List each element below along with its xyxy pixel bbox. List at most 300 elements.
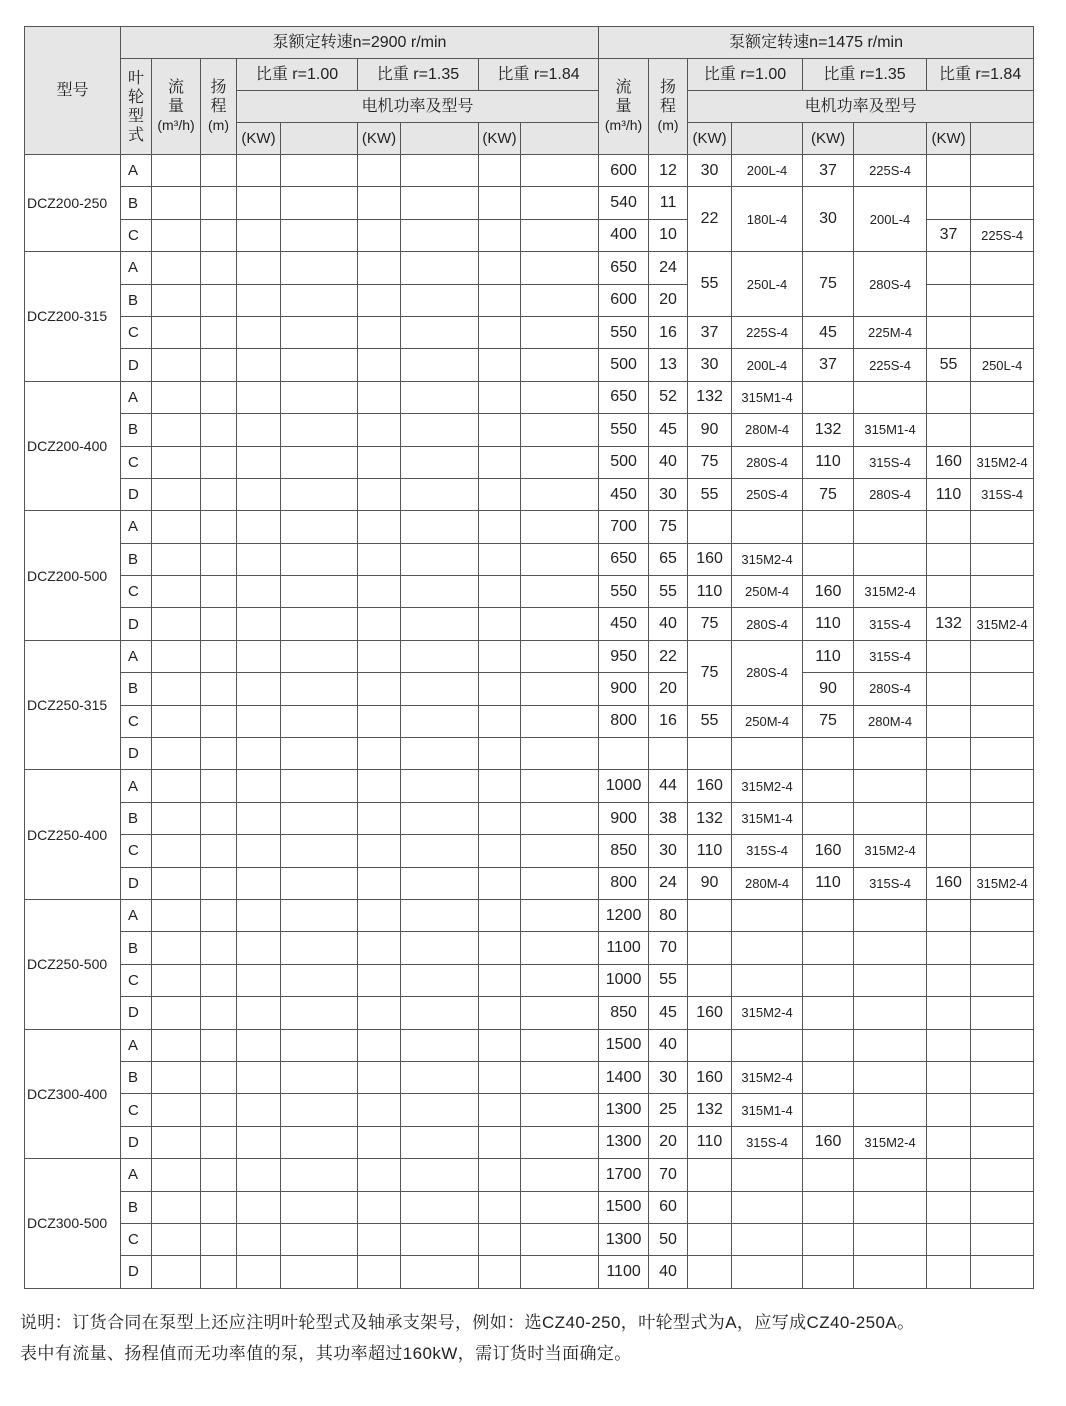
flow-2900-cell bbox=[152, 1126, 201, 1158]
motor-2900-sg3-cell bbox=[521, 705, 599, 737]
kw-2900-sg3-cell bbox=[479, 932, 521, 964]
motor-2900-sg3-cell bbox=[521, 446, 599, 478]
kw-1475-sg3-cell bbox=[927, 1191, 971, 1223]
head-unit: (m) bbox=[657, 117, 679, 133]
table-row bbox=[25, 1223, 1034, 1255]
kw-1475-sg2-cell bbox=[803, 1191, 854, 1223]
head-1475-cell: 20 bbox=[649, 1126, 688, 1158]
impeller-letter-cell: D bbox=[121, 738, 152, 770]
kw-1475-sg1-cell bbox=[688, 1159, 732, 1191]
motor-1475-sg3-cell: 225S-4 bbox=[971, 219, 1034, 251]
kw-1475-sg3-cell bbox=[927, 964, 971, 996]
flow-1475-cell: 1300 bbox=[599, 1094, 649, 1126]
motor-2900-sg2-cell bbox=[401, 608, 479, 640]
motor-1475-sg1-cell: 280M-4 bbox=[732, 867, 803, 899]
motor-2900-sg2-cell bbox=[401, 1223, 479, 1255]
motor-2900-sg2-cell bbox=[401, 1126, 479, 1158]
head-1475-cell: 12 bbox=[649, 155, 688, 187]
kw-1475-sg1-cell bbox=[688, 932, 732, 964]
head-1475-cell: 65 bbox=[649, 543, 688, 575]
flow-1475-cell: 600 bbox=[599, 284, 649, 316]
motor-2900-sg1-cell bbox=[281, 964, 358, 996]
table-row bbox=[25, 414, 1034, 446]
motor-1475-sg3-cell bbox=[971, 705, 1034, 737]
table-row bbox=[25, 478, 1034, 510]
impeller-letter-cell: D bbox=[121, 997, 152, 1029]
flow-1475-cell: 650 bbox=[599, 252, 649, 284]
head-1475-cell: 40 bbox=[649, 1029, 688, 1061]
motor-1475-sg2-cell: 315M2-4 bbox=[854, 1126, 927, 1158]
motor-1475-sg1-cell: 200L-4 bbox=[732, 155, 803, 187]
kw-1475-sg1-cell: 30 bbox=[688, 155, 732, 187]
flow-2900-cell bbox=[152, 1256, 201, 1288]
motor-1475-sg2-cell bbox=[854, 1191, 927, 1223]
motor-2900-sg1-cell bbox=[281, 381, 358, 413]
motor-1475-sg1-cell bbox=[732, 964, 803, 996]
head-1475-cell: 75 bbox=[649, 511, 688, 543]
flow-2900-cell bbox=[152, 187, 201, 219]
impeller-letter-cell: D bbox=[121, 867, 152, 899]
motor-2900-sg2-cell bbox=[401, 802, 479, 834]
motor-2900-sg2-cell bbox=[401, 284, 479, 316]
flow-2900-cell bbox=[152, 899, 201, 931]
table-row bbox=[25, 1029, 1034, 1061]
kw-2900-sg2-cell bbox=[358, 997, 401, 1029]
table-row bbox=[25, 187, 1034, 219]
motor-1475-sg1-cell: 250M-4 bbox=[732, 705, 803, 737]
motor-2900-sg2-cell bbox=[401, 705, 479, 737]
kw-1475-sg3-cell bbox=[927, 1061, 971, 1093]
motor-1475-sg2-cell bbox=[854, 738, 927, 770]
impeller-letter-cell: A bbox=[121, 511, 152, 543]
head-1475-cell: 16 bbox=[649, 705, 688, 737]
motor-1475-sg1-cell bbox=[732, 899, 803, 931]
flow-2900-cell bbox=[152, 284, 201, 316]
kw-1475-sg3-cell: 37 bbox=[927, 219, 971, 251]
head-1475-cell: 45 bbox=[649, 997, 688, 1029]
kw-1475-sg2-cell: 90 bbox=[803, 673, 854, 705]
kw-1475-sg3-cell bbox=[927, 899, 971, 931]
motor-1475-sg2-cell: 280S-4 bbox=[854, 478, 927, 510]
kw-2900-sg1-cell bbox=[237, 1159, 281, 1191]
flow-1475-cell: 850 bbox=[599, 835, 649, 867]
motor-1475-sg1-cell: 280S-4 bbox=[732, 446, 803, 478]
kw-2900-sg2-cell bbox=[358, 964, 401, 996]
flow-2900-cell bbox=[152, 867, 201, 899]
head-2900-cell bbox=[201, 899, 237, 931]
head-2900-cell bbox=[201, 478, 237, 510]
kw-1475-sg2-cell bbox=[803, 1223, 854, 1255]
head-1475-cell: 20 bbox=[649, 284, 688, 316]
motor-1475-sg1-cell bbox=[732, 511, 803, 543]
flow-1475-cell: 900 bbox=[599, 802, 649, 834]
flow-1475-cell bbox=[599, 738, 649, 770]
kw-1475-sg2-cell bbox=[803, 738, 854, 770]
flow-1475-cell: 650 bbox=[599, 543, 649, 575]
table-body bbox=[25, 155, 1034, 1289]
motor-2900-sg3-cell bbox=[521, 1256, 599, 1288]
kw-2900-sg3-cell bbox=[479, 381, 521, 413]
kw-2900-sg1-cell bbox=[237, 640, 281, 672]
header-head-2900 bbox=[201, 59, 237, 155]
table-row bbox=[25, 1094, 1034, 1126]
impeller-letter-cell: B bbox=[121, 673, 152, 705]
flow-1475-cell: 450 bbox=[599, 608, 649, 640]
header-kw: (KW) bbox=[927, 123, 971, 155]
motor-2900-sg1-cell bbox=[281, 155, 358, 187]
kw-2900-sg2-cell bbox=[358, 673, 401, 705]
kw-1475-sg3-cell bbox=[927, 1029, 971, 1061]
kw-1475-sg2-cell: 75 bbox=[803, 252, 854, 317]
kw-1475-sg1-cell: 30 bbox=[688, 349, 732, 381]
motor-1475-sg3-cell bbox=[971, 640, 1034, 672]
model-cell: DCZ300-400 bbox=[25, 1029, 121, 1159]
motor-1475-sg2-cell: 315S-4 bbox=[854, 867, 927, 899]
note-line: 表中有流量、扬程值而无功率值的泵，其功率超过160kW，需订货时当面确定。 bbox=[20, 1344, 632, 1363]
kw-1475-sg2-cell bbox=[803, 381, 854, 413]
kw-1475-sg1-cell bbox=[688, 1223, 732, 1255]
head-1475-cell: 44 bbox=[649, 770, 688, 802]
flow-1475-cell: 950 bbox=[599, 640, 649, 672]
kw-2900-sg1-cell bbox=[237, 770, 281, 802]
kw-1475-sg2-cell: 110 bbox=[803, 608, 854, 640]
motor-1475-sg3-cell bbox=[971, 252, 1034, 284]
kw-2900-sg2-cell bbox=[358, 576, 401, 608]
motor-1475-sg1-cell: 315M2-4 bbox=[732, 997, 803, 1029]
head-1475-cell: 10 bbox=[649, 219, 688, 251]
header-kw: (KW) bbox=[237, 123, 281, 155]
head-1475-cell: 70 bbox=[649, 932, 688, 964]
kw-2900-sg3-cell bbox=[479, 867, 521, 899]
flow-2900-cell bbox=[152, 543, 201, 575]
kw-2900-sg1-cell bbox=[237, 414, 281, 446]
head-2900-cell bbox=[201, 1191, 237, 1223]
motor-2900-sg3-cell bbox=[521, 576, 599, 608]
kw-1475-sg3-cell bbox=[927, 705, 971, 737]
header-motor-type bbox=[732, 123, 803, 155]
kw-1475-sg1-cell: 75 bbox=[688, 640, 732, 705]
motor-1475-sg1-cell: 315M1-4 bbox=[732, 802, 803, 834]
motor-2900-sg1-cell bbox=[281, 219, 358, 251]
impeller-letter-cell: A bbox=[121, 381, 152, 413]
pump-spec-table bbox=[24, 26, 1034, 1289]
motor-2900-sg3-cell bbox=[521, 543, 599, 575]
table-row bbox=[25, 835, 1034, 867]
motor-1475-sg2-cell bbox=[854, 802, 927, 834]
kw-2900-sg2-cell bbox=[358, 802, 401, 834]
motor-1475-sg3-cell bbox=[971, 964, 1034, 996]
motor-1475-sg1-cell: 250S-4 bbox=[732, 478, 803, 510]
head-2900-cell bbox=[201, 1061, 237, 1093]
motor-1475-sg1-cell: 280S-4 bbox=[732, 640, 803, 705]
impeller-letter-cell: A bbox=[121, 1159, 152, 1191]
motor-2900-sg3-cell bbox=[521, 835, 599, 867]
table-row bbox=[25, 705, 1034, 737]
motor-2900-sg2-cell bbox=[401, 1256, 479, 1288]
motor-2900-sg2-cell bbox=[401, 187, 479, 219]
impeller-letter-cell: B bbox=[121, 932, 152, 964]
table-row bbox=[25, 1126, 1034, 1158]
flow-2900-cell bbox=[152, 381, 201, 413]
table-row bbox=[25, 252, 1034, 284]
flow-1475-cell: 1300 bbox=[599, 1223, 649, 1255]
impeller-letter-cell: C bbox=[121, 705, 152, 737]
motor-2900-sg3-cell bbox=[521, 867, 599, 899]
impeller-letter-cell: D bbox=[121, 608, 152, 640]
header-sg3-2900: 比重 r=1.84 bbox=[479, 59, 599, 91]
motor-1475-sg2-cell: 280S-4 bbox=[854, 252, 927, 317]
motor-2900-sg2-cell bbox=[401, 414, 479, 446]
flow-2900-cell bbox=[152, 155, 201, 187]
kw-1475-sg1-cell bbox=[688, 511, 732, 543]
head-2900-cell bbox=[201, 802, 237, 834]
kw-2900-sg1-cell bbox=[237, 1029, 281, 1061]
kw-1475-sg1-cell: 37 bbox=[688, 316, 732, 348]
kw-1475-sg3-cell bbox=[927, 673, 971, 705]
kw-1475-sg2-cell: 110 bbox=[803, 640, 854, 672]
model-cell: DCZ200-500 bbox=[25, 511, 121, 641]
kw-2900-sg3-cell bbox=[479, 1191, 521, 1223]
head-2900-cell bbox=[201, 187, 237, 219]
table-row bbox=[25, 770, 1034, 802]
kw-2900-sg1-cell bbox=[237, 187, 281, 219]
flow-2900-cell bbox=[152, 932, 201, 964]
head-1475-cell: 38 bbox=[649, 802, 688, 834]
header-motor-type bbox=[521, 123, 599, 155]
motor-1475-sg3-cell bbox=[971, 1159, 1034, 1191]
kw-2900-sg3-cell bbox=[479, 705, 521, 737]
head-2900-cell bbox=[201, 997, 237, 1029]
motor-2900-sg2-cell bbox=[401, 446, 479, 478]
flow-1475-cell: 500 bbox=[599, 446, 649, 478]
motor-2900-sg1-cell bbox=[281, 511, 358, 543]
head-1475-cell: 30 bbox=[649, 1061, 688, 1093]
header-motor-type bbox=[854, 123, 927, 155]
kw-1475-sg2-cell: 75 bbox=[803, 478, 854, 510]
motor-2900-sg3-cell bbox=[521, 964, 599, 996]
motor-2900-sg3-cell bbox=[521, 770, 599, 802]
kw-1475-sg3-cell: 110 bbox=[927, 478, 971, 510]
flow-2900-cell bbox=[152, 1191, 201, 1223]
header-sg1-1475: 比重 r=1.00 bbox=[688, 59, 803, 91]
motor-2900-sg2-cell bbox=[401, 543, 479, 575]
motor-2900-sg3-cell bbox=[521, 381, 599, 413]
motor-2900-sg3-cell bbox=[521, 738, 599, 770]
kw-1475-sg2-cell bbox=[803, 770, 854, 802]
head-2900-cell bbox=[201, 511, 237, 543]
header-sg1-2900: 比重 r=1.00 bbox=[237, 59, 358, 91]
motor-2900-sg2-cell bbox=[401, 835, 479, 867]
kw-1475-sg2-cell bbox=[803, 932, 854, 964]
head-2900-cell bbox=[201, 835, 237, 867]
table-row bbox=[25, 576, 1034, 608]
kw-1475-sg3-cell bbox=[927, 1159, 971, 1191]
impeller-letter-cell: C bbox=[121, 219, 152, 251]
motor-2900-sg1-cell bbox=[281, 899, 358, 931]
kw-1475-sg1-cell: 132 bbox=[688, 802, 732, 834]
flow-2900-cell bbox=[152, 252, 201, 284]
flow-1475-cell: 1000 bbox=[599, 770, 649, 802]
motor-2900-sg1-cell bbox=[281, 252, 358, 284]
motor-2900-sg1-cell bbox=[281, 187, 358, 219]
motor-2900-sg1-cell bbox=[281, 414, 358, 446]
motor-1475-sg3-cell bbox=[971, 511, 1034, 543]
impeller-letter-cell: A bbox=[121, 155, 152, 187]
kw-2900-sg3-cell bbox=[479, 964, 521, 996]
motor-2900-sg1-cell bbox=[281, 640, 358, 672]
flow-2900-cell bbox=[152, 997, 201, 1029]
head-2900-cell bbox=[201, 705, 237, 737]
kw-1475-sg3-cell bbox=[927, 738, 971, 770]
model-cell: DCZ250-400 bbox=[25, 770, 121, 900]
kw-2900-sg3-cell bbox=[479, 738, 521, 770]
kw-1475-sg1-cell: 110 bbox=[688, 576, 732, 608]
motor-1475-sg1-cell bbox=[732, 1223, 803, 1255]
model-cell: DCZ200-400 bbox=[25, 381, 121, 511]
motor-1475-sg2-cell bbox=[854, 543, 927, 575]
motor-1475-sg3-cell bbox=[971, 997, 1034, 1029]
motor-1475-sg3-cell bbox=[971, 1191, 1034, 1223]
motor-2900-sg3-cell bbox=[521, 478, 599, 510]
kw-2900-sg2-cell bbox=[358, 608, 401, 640]
notes bbox=[20, 1307, 1060, 1369]
motor-2900-sg3-cell bbox=[521, 316, 599, 348]
impeller-letter-cell: C bbox=[121, 576, 152, 608]
flow-1475-cell: 1700 bbox=[599, 1159, 649, 1191]
motor-2900-sg2-cell bbox=[401, 899, 479, 931]
motor-2900-sg1-cell bbox=[281, 316, 358, 348]
kw-2900-sg3-cell bbox=[479, 608, 521, 640]
motor-2900-sg1-cell bbox=[281, 1126, 358, 1158]
flow-1475-cell: 1500 bbox=[599, 1029, 649, 1061]
motor-1475-sg2-cell bbox=[854, 1223, 927, 1255]
motor-2900-sg1-cell bbox=[281, 478, 358, 510]
motor-2900-sg2-cell bbox=[401, 252, 479, 284]
kw-2900-sg2-cell bbox=[358, 1126, 401, 1158]
motor-1475-sg3-cell bbox=[971, 543, 1034, 575]
table-row bbox=[25, 608, 1034, 640]
impeller-letter-cell: C bbox=[121, 1094, 152, 1126]
motor-2900-sg2-cell bbox=[401, 867, 479, 899]
flow-2900-cell bbox=[152, 835, 201, 867]
motor-2900-sg2-cell bbox=[401, 1029, 479, 1061]
motor-1475-sg3-cell bbox=[971, 835, 1034, 867]
motor-2900-sg3-cell bbox=[521, 1223, 599, 1255]
motor-1475-sg3-cell bbox=[971, 1029, 1034, 1061]
kw-1475-sg2-cell bbox=[803, 1159, 854, 1191]
flow-2900-cell bbox=[152, 705, 201, 737]
kw-2900-sg1-cell bbox=[237, 1094, 281, 1126]
kw-1475-sg2-cell: 37 bbox=[803, 155, 854, 187]
kw-1475-sg3-cell bbox=[927, 1223, 971, 1255]
motor-1475-sg2-cell bbox=[854, 1061, 927, 1093]
kw-1475-sg3-cell bbox=[927, 284, 971, 316]
motor-1475-sg2-cell: 200L-4 bbox=[854, 187, 927, 252]
head-2900-cell bbox=[201, 738, 237, 770]
head-1475-cell: 70 bbox=[649, 1159, 688, 1191]
kw-2900-sg3-cell bbox=[479, 414, 521, 446]
motor-2900-sg3-cell bbox=[521, 802, 599, 834]
kw-2900-sg3-cell bbox=[479, 187, 521, 219]
motor-1475-sg1-cell: 315S-4 bbox=[732, 835, 803, 867]
head-2900-cell bbox=[201, 349, 237, 381]
impeller-letter-cell: C bbox=[121, 964, 152, 996]
impeller-letter-cell: A bbox=[121, 640, 152, 672]
impeller-letter-cell: B bbox=[121, 414, 152, 446]
head-2900-cell bbox=[201, 219, 237, 251]
kw-1475-sg2-cell bbox=[803, 1094, 854, 1126]
flow-1475-cell: 600 bbox=[599, 155, 649, 187]
kw-2900-sg1-cell bbox=[237, 1126, 281, 1158]
kw-2900-sg2-cell bbox=[358, 511, 401, 543]
kw-2900-sg2-cell bbox=[358, 770, 401, 802]
motor-1475-sg3-cell bbox=[971, 770, 1034, 802]
kw-1475-sg1-cell: 110 bbox=[688, 1126, 732, 1158]
motor-1475-sg2-cell bbox=[854, 997, 927, 1029]
head-2900-cell bbox=[201, 673, 237, 705]
kw-2900-sg2-cell bbox=[358, 219, 401, 251]
header-model: 型号 bbox=[25, 27, 121, 155]
motor-1475-sg2-cell: 225S-4 bbox=[854, 349, 927, 381]
kw-1475-sg3-cell bbox=[927, 1094, 971, 1126]
motor-1475-sg2-cell: 315M1-4 bbox=[854, 414, 927, 446]
kw-1475-sg3-cell bbox=[927, 835, 971, 867]
kw-2900-sg2-cell bbox=[358, 252, 401, 284]
model-cell: DCZ200-250 bbox=[25, 155, 121, 252]
head-1475-cell: 40 bbox=[649, 446, 688, 478]
kw-1475-sg3-cell: 132 bbox=[927, 608, 971, 640]
table-row bbox=[25, 964, 1034, 996]
kw-2900-sg1-cell bbox=[237, 997, 281, 1029]
kw-1475-sg2-cell: 75 bbox=[803, 705, 854, 737]
motor-2900-sg2-cell bbox=[401, 576, 479, 608]
motor-2900-sg2-cell bbox=[401, 155, 479, 187]
header-motor-type bbox=[281, 123, 358, 155]
motor-1475-sg1-cell bbox=[732, 1159, 803, 1191]
motor-1475-sg1-cell: 250L-4 bbox=[732, 252, 803, 317]
flow-unit: (m³/h) bbox=[157, 117, 195, 133]
kw-1475-sg1-cell: 22 bbox=[688, 187, 732, 252]
kw-2900-sg3-cell bbox=[479, 673, 521, 705]
motor-1475-sg2-cell: 315S-4 bbox=[854, 608, 927, 640]
kw-1475-sg1-cell: 160 bbox=[688, 997, 732, 1029]
motor-1475-sg1-cell bbox=[732, 1191, 803, 1223]
motor-1475-sg2-cell bbox=[854, 770, 927, 802]
kw-1475-sg2-cell bbox=[803, 899, 854, 931]
kw-2900-sg2-cell bbox=[358, 1159, 401, 1191]
table-row bbox=[25, 446, 1034, 478]
kw-2900-sg3-cell bbox=[479, 446, 521, 478]
flow-2900-cell bbox=[152, 802, 201, 834]
kw-1475-sg1-cell: 55 bbox=[688, 252, 732, 317]
motor-1475-sg3-cell: 250L-4 bbox=[971, 349, 1034, 381]
head-2900-cell bbox=[201, 1159, 237, 1191]
motor-1475-sg3-cell bbox=[971, 802, 1034, 834]
flow-label: 流量 bbox=[615, 79, 632, 115]
header-kw: (KW) bbox=[358, 123, 401, 155]
motor-1475-sg3-cell bbox=[971, 284, 1034, 316]
head-2900-cell bbox=[201, 155, 237, 187]
kw-2900-sg2-cell bbox=[358, 932, 401, 964]
table-row bbox=[25, 1159, 1034, 1191]
motor-1475-sg3-cell bbox=[971, 1256, 1034, 1288]
table-row bbox=[25, 1191, 1034, 1223]
head-1475-cell: 13 bbox=[649, 349, 688, 381]
header-speed-2900: 泵额定转速n=2900 r/min bbox=[121, 27, 599, 59]
head-1475-cell: 22 bbox=[649, 640, 688, 672]
flow-unit: (m³/h) bbox=[604, 117, 643, 133]
motor-1475-sg3-cell: 315M2-4 bbox=[971, 608, 1034, 640]
